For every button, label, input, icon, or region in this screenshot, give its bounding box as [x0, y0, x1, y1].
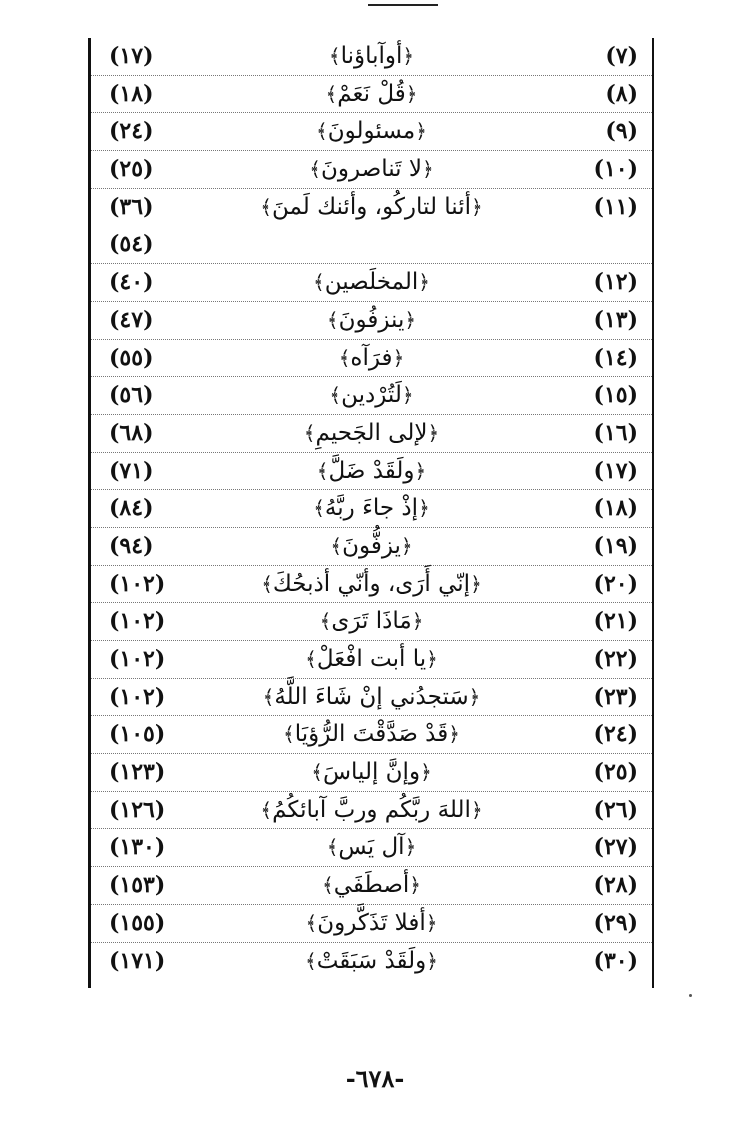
- ornate-bracket-close: ﴾: [316, 458, 329, 483]
- phrase-text: المخلَصين: [324, 269, 419, 296]
- table-row: [91, 302, 652, 340]
- verse-reference: (١٠٥): [109, 721, 166, 748]
- ornate-bracket-open: ﴿: [468, 684, 481, 709]
- table-row: [91, 189, 652, 264]
- quran-phrase: [211, 377, 532, 415]
- ornate-bracket-open: ﴿: [425, 910, 438, 935]
- table-row: [91, 76, 652, 114]
- ornate-bracket-open: ﴿: [414, 458, 427, 483]
- quran-phrase: [211, 113, 532, 151]
- phrase-text: ينزفُونَ: [338, 306, 405, 333]
- ornate-bracket-open: ﴿: [426, 948, 438, 973]
- ornate-bracket-close: ﴾: [260, 194, 272, 219]
- phrase-text: مَاذَا تَرَى: [331, 608, 412, 635]
- phrase-text: لَتُرْدين: [341, 382, 402, 409]
- ornate-bracket-close: ﴾: [316, 119, 328, 144]
- phrase-text: أوآباؤنا: [340, 43, 403, 69]
- ornate-bracket-open: ﴿: [415, 119, 427, 144]
- ornate-bracket-open: ﴿: [401, 383, 414, 408]
- ornate-bracket-open: ﴿: [400, 533, 413, 558]
- verse-reference: (٦٨): [109, 419, 154, 446]
- table-row: [91, 792, 652, 830]
- table-row: [91, 264, 652, 302]
- quran-phrase: [211, 905, 532, 943]
- verse-reference: (٢٤): [109, 118, 154, 145]
- quran-phrase: [211, 641, 532, 679]
- phrase-text: إنّي أَرَى، وأنّي أذبحُكَ: [272, 570, 471, 597]
- quran-phrase: [211, 528, 532, 566]
- ornate-bracket-close: ﴾: [321, 873, 334, 898]
- phrase-text: مسئولونَ: [327, 118, 416, 145]
- quran-phrase: [211, 76, 532, 114]
- row-number: (١٩): [593, 532, 638, 559]
- table-row: [91, 38, 652, 76]
- phrase-text: إذْ جاءَ ربَّهُ: [324, 495, 419, 522]
- verse-reference: (٧١): [109, 457, 154, 484]
- ornate-bracket-close: ﴾: [304, 948, 317, 973]
- phrase-text: سَتجدُني إنْ شَاءَ اللَّهُ: [274, 683, 469, 710]
- row-number: (٩): [605, 118, 638, 145]
- ornate-bracket-close: ﴾: [262, 684, 275, 709]
- ornate-bracket-close: ﴾: [313, 270, 325, 295]
- phrase-text: ولَقَدْ سَبَقَتْ: [316, 947, 427, 974]
- row-number: (٢٠): [593, 570, 638, 597]
- phrase-text: يا أبت افْعَلْ: [316, 646, 427, 673]
- row-number: (٨): [605, 80, 638, 107]
- quran-phrase: [211, 603, 532, 641]
- ornate-bracket-open: ﴿: [411, 609, 424, 634]
- quran-phrase: [211, 943, 532, 981]
- table-frame: [88, 38, 654, 988]
- verse-reference: (١٧١): [109, 947, 166, 974]
- quran-phrase: [211, 754, 532, 792]
- table-row: [91, 754, 652, 792]
- row-number: (١٢): [593, 269, 638, 296]
- quran-phrase: [211, 792, 532, 830]
- row-number: (٢٥): [593, 759, 638, 786]
- table-row: [91, 377, 652, 415]
- ornate-bracket-close: ﴾: [338, 345, 351, 370]
- ornate-bracket-open: ﴿: [420, 760, 432, 785]
- table-row: [91, 829, 652, 867]
- ornate-bracket-close: ﴾: [309, 157, 321, 182]
- ornate-bracket-close: ﴾: [311, 760, 323, 785]
- page-number: -٦٧٨-: [345, 1064, 405, 1093]
- verse-reference: (١٢٣): [109, 759, 166, 786]
- quran-phrase: [211, 302, 532, 340]
- ornate-bracket-close: ﴾: [260, 797, 273, 822]
- table-row: [91, 490, 652, 528]
- ornate-bracket-close: ﴾: [319, 609, 332, 634]
- quran-phrase: [211, 679, 532, 717]
- phrase-text: أئنا لتاركُو، وأئنك لَمنَ: [271, 193, 472, 220]
- phrase-text: قُلْ نَعَمْ: [337, 80, 406, 107]
- row-number: (٢١): [593, 608, 638, 635]
- table-rows: [91, 38, 652, 980]
- ornate-bracket-open: ﴿: [448, 722, 460, 747]
- table-row: [91, 113, 652, 151]
- quran-phrase: [211, 490, 532, 528]
- table-row: [91, 453, 652, 491]
- ornate-bracket-close: ﴾: [313, 496, 325, 521]
- ornate-bracket-close: ﴾: [303, 420, 316, 445]
- phrase-text: قَدْ صَدَّقْتَ الرُّؤيَا: [294, 721, 449, 748]
- ornate-bracket-open: ﴿: [470, 571, 482, 596]
- verse-reference: (٩٤): [109, 532, 154, 559]
- ornate-bracket-close: ﴾: [330, 533, 343, 558]
- quran-phrase: [211, 340, 532, 378]
- row-number: (١٦): [593, 419, 638, 446]
- ornate-bracket-open: ﴿: [404, 835, 417, 860]
- quran-phrase: [211, 151, 532, 189]
- ornate-bracket-open: ﴿: [404, 307, 417, 332]
- row-number: (٣٠): [593, 947, 638, 974]
- verse-reference: (٤٧): [109, 306, 154, 333]
- quran-phrase: [211, 38, 532, 76]
- verse-reference: (٥٥): [109, 344, 154, 371]
- verse-reference: (١٠٢): [109, 570, 166, 597]
- row-number: (١٤): [593, 344, 638, 371]
- row-number: (١٠): [593, 156, 638, 183]
- verse-reference: (١٣٠): [109, 834, 166, 861]
- ornate-bracket-close: ﴾: [305, 910, 318, 935]
- row-number: (٢٣): [593, 683, 638, 710]
- verse-reference: (١٢٦): [109, 796, 166, 823]
- table-row: [91, 943, 652, 981]
- ornate-bracket-open: ﴿: [402, 44, 415, 68]
- table-row: [91, 905, 652, 943]
- row-number: (٢٨): [593, 872, 638, 899]
- verse-reference: (٣٦): [109, 193, 154, 220]
- quran-phrase: [211, 415, 532, 453]
- phrase-text: ولَقَدْ ضَلَّ: [328, 457, 415, 484]
- row-number: (١٥): [593, 382, 638, 409]
- ornate-bracket-open: ﴿: [470, 797, 483, 822]
- verse-reference: (٨٤): [109, 495, 154, 522]
- table-row: [91, 867, 652, 905]
- row-number: (١١): [593, 193, 638, 220]
- ornate-bracket-open: ﴿: [418, 496, 430, 521]
- table-row: [91, 641, 652, 679]
- ornate-bracket-open: ﴿: [427, 420, 440, 445]
- ornate-bracket-close: ﴾: [325, 81, 338, 106]
- ornate-bracket-close: ﴾: [305, 647, 317, 672]
- verse-reference: (١٨): [109, 80, 154, 107]
- verse-reference: (١٠٢): [109, 608, 166, 635]
- table-row: [91, 603, 652, 641]
- ornate-bracket-open: ﴿: [426, 647, 438, 672]
- verse-reference: (٥٤): [109, 231, 154, 258]
- verse-reference: (٥٦): [109, 382, 154, 409]
- table-row: [91, 679, 652, 717]
- table-row: [91, 415, 652, 453]
- verse-reference: (٤٠): [109, 269, 154, 296]
- verse-reference: (١٥٣): [109, 872, 166, 899]
- quran-phrase: [211, 716, 532, 754]
- table-row: [91, 151, 652, 189]
- phrase-text: لإلى الجَحيمِ: [315, 419, 428, 446]
- ornate-bracket-open: ﴿: [471, 194, 483, 219]
- quran-phrase: [211, 867, 532, 905]
- phrase-text: فرَآه: [350, 344, 393, 371]
- ornate-bracket-open: ﴿: [418, 270, 430, 295]
- row-number: (٢٩): [593, 909, 638, 936]
- table-row: [91, 528, 652, 566]
- row-number: (٢٢): [593, 646, 638, 673]
- ornate-bracket-open: ﴿: [422, 157, 434, 182]
- ornate-bracket-open: ﴿: [409, 873, 422, 898]
- ornate-bracket-close: ﴾: [261, 571, 273, 596]
- quran-phrase: [211, 566, 532, 604]
- top-rule: [368, 4, 438, 6]
- phrase-text: أصطَفَي: [333, 872, 410, 899]
- quran-phrase: [211, 453, 532, 491]
- quran-phrase: [211, 189, 532, 227]
- row-number: (٢٧): [593, 834, 638, 861]
- table-row: [91, 340, 652, 378]
- verse-reference: (١٠٢): [109, 646, 166, 673]
- row-number: (١٧): [593, 457, 638, 484]
- table-row: [91, 566, 652, 604]
- row-number: (١٨): [593, 495, 638, 522]
- quran-phrase: [211, 264, 532, 302]
- row-number: (١٣): [593, 306, 638, 333]
- ornate-bracket-open: ﴿: [405, 81, 418, 106]
- row-number: (٢٦): [593, 796, 638, 823]
- ornate-bracket-close: ﴾: [326, 835, 339, 860]
- verse-reference: (١٥٥): [109, 909, 166, 936]
- row-number: (٢٤): [593, 721, 638, 748]
- quran-phrase: [211, 829, 532, 867]
- phrase-text: وإنَّ إلياسَ: [322, 759, 421, 786]
- ornate-bracket-close: ﴾: [283, 722, 295, 747]
- verse-reference: (٢٥): [109, 156, 154, 183]
- ornate-bracket-close: ﴾: [326, 307, 339, 332]
- stray-mark: [689, 994, 692, 997]
- phrase-text: آل يَس: [338, 834, 405, 861]
- phrase-text: اللهَ ربَّكُم وربَّ آبائكُمُ: [272, 796, 471, 823]
- verse-reference: (١٠٢): [109, 683, 166, 710]
- row-number: (٧): [605, 43, 638, 69]
- ornate-bracket-close: ﴾: [329, 383, 342, 408]
- table-row: [91, 716, 652, 754]
- ornate-bracket-open: ﴿: [392, 345, 405, 370]
- phrase-text: يزفُّونَ: [342, 532, 401, 559]
- verse-reference: (١٧): [109, 43, 154, 69]
- phrase-text: لا تَناصرونَ: [321, 156, 422, 183]
- ornate-bracket-close: ﴾: [328, 44, 341, 68]
- phrase-text: أفلا تَذَكَّرونَ: [317, 909, 426, 936]
